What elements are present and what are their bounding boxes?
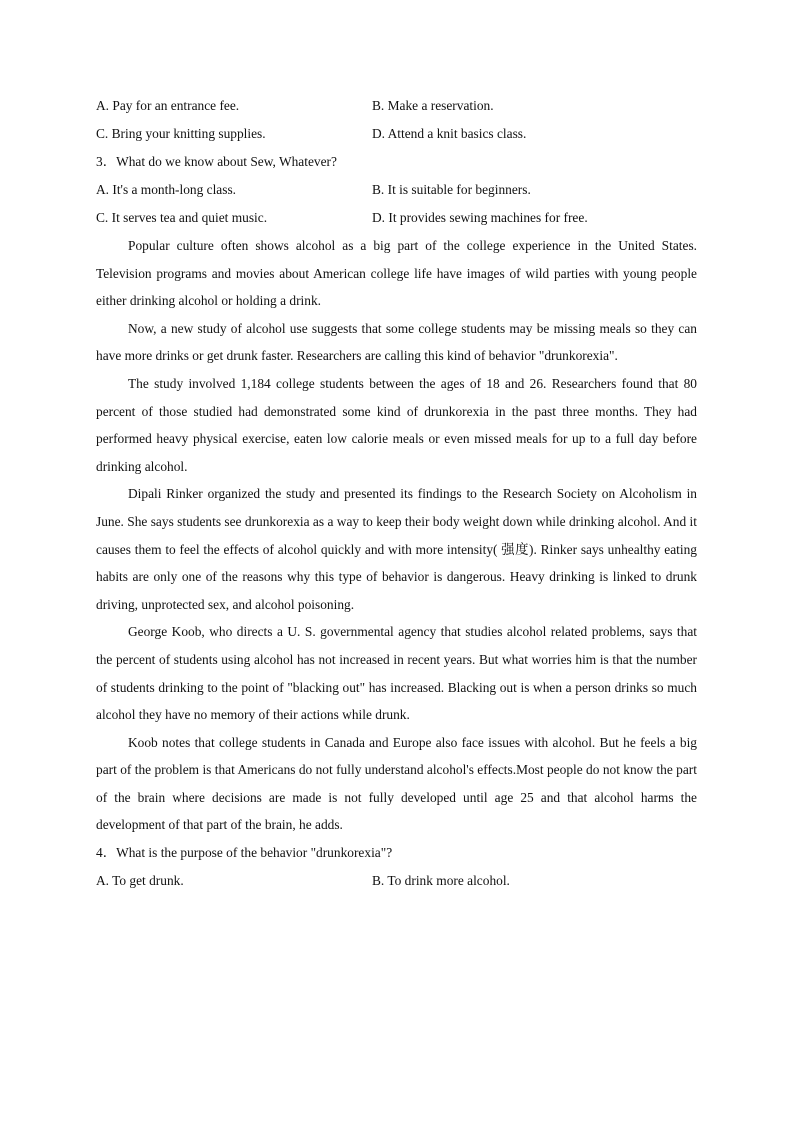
q3-option-d: D. It provides sewing machines for free. xyxy=(372,210,588,225)
q3-option-c: C. It serves tea and quiet music. xyxy=(96,210,268,225)
q2-option-c: C. Bring your knitting supplies. xyxy=(96,126,266,141)
q2-option-b: B. Make a reservation. xyxy=(372,98,494,113)
passage-paragraph-5: George Koob, who directs a U. S. governmental agency that studies alcohol related problems, says that the percent of students using alcohol has not increased in recent years. But what worries him is that the number of students drinking to the point of "blacking out" has increased. Blacking out is when a person drinks so much alcohol they have no memory of their actions while drunk. xyxy=(96,624,697,723)
q4-options-row-1 xyxy=(96,867,697,895)
passage-paragraph-6: Koob notes that college students in Canada and Europe also face issues with alcohol. But he feels a big part of the problem is that Americans do not fully understand alcohol's effects.Most people do not know the part of the brain where decisions are made is not fully developed until age 25 and that alcohol harms the development of that part of the brain, he adds. xyxy=(96,734,697,833)
q3-question: 3．What do we know about Sew, Whatever? xyxy=(96,154,337,169)
q3-options-row-2 xyxy=(96,204,697,232)
passage-paragraph-2: Now, a new study of alcohol use suggests that some college students may be missing meals so they can have more drinks or get drunk faster. Researchers are calling this kind of behavior "drunkorexia". xyxy=(96,320,697,364)
q4-question: 4．What is the purpose of the behavior "drunkorexia"? xyxy=(96,845,393,861)
q3-options-row-1 xyxy=(96,176,697,204)
passage-paragraph-1: Popular culture often shows alcohol as a big part of the college experience in the United States. Television programs and movies about American college life have images of wild parties with young people either drinking alcohol or holding a drink. xyxy=(96,238,697,309)
q3-option-b: B. It is suitable for beginners. xyxy=(372,182,531,197)
q4-option-b: B. To drink more alcohol. xyxy=(372,873,510,889)
q2-options-row-1 xyxy=(96,92,697,120)
document-page xyxy=(96,92,697,895)
q3-option-a: A. It's a month-long class. xyxy=(96,182,237,197)
passage-paragraph-3: The study involved 1,184 college students between the ages of 18 and 26. Researchers found that 80 percent of those studied had demonstrated some kind of drunkorexia in the past three months. They had performed heavy physical exercise, eaten low calorie meals or even missed meals for up to a full day before drinking alcohol. xyxy=(96,375,697,474)
q2-option-a: A. Pay for an entrance fee. xyxy=(96,98,240,113)
q2-option-d: D. Attend a knit basics class. xyxy=(372,126,527,141)
q2-options-row-2 xyxy=(96,120,697,148)
q4-option-a: A. To get drunk. xyxy=(96,873,184,889)
passage-paragraph-4: Dipali Rinker organized the study and presented its findings to the Research Society on Alcoholism in June. She says students see drunkorexia as a way to keep their body weight down while drinking alcohol. And it causes them to feel the effects of alcohol quickly and with more intensity( 强度). Rinker says unhealthy eating habits are only one of the reasons why this type of behavior is dangerous. Heavy drinking is linked to drunk driving, unprotected sex, and alcohol poisoning. xyxy=(96,486,697,612)
